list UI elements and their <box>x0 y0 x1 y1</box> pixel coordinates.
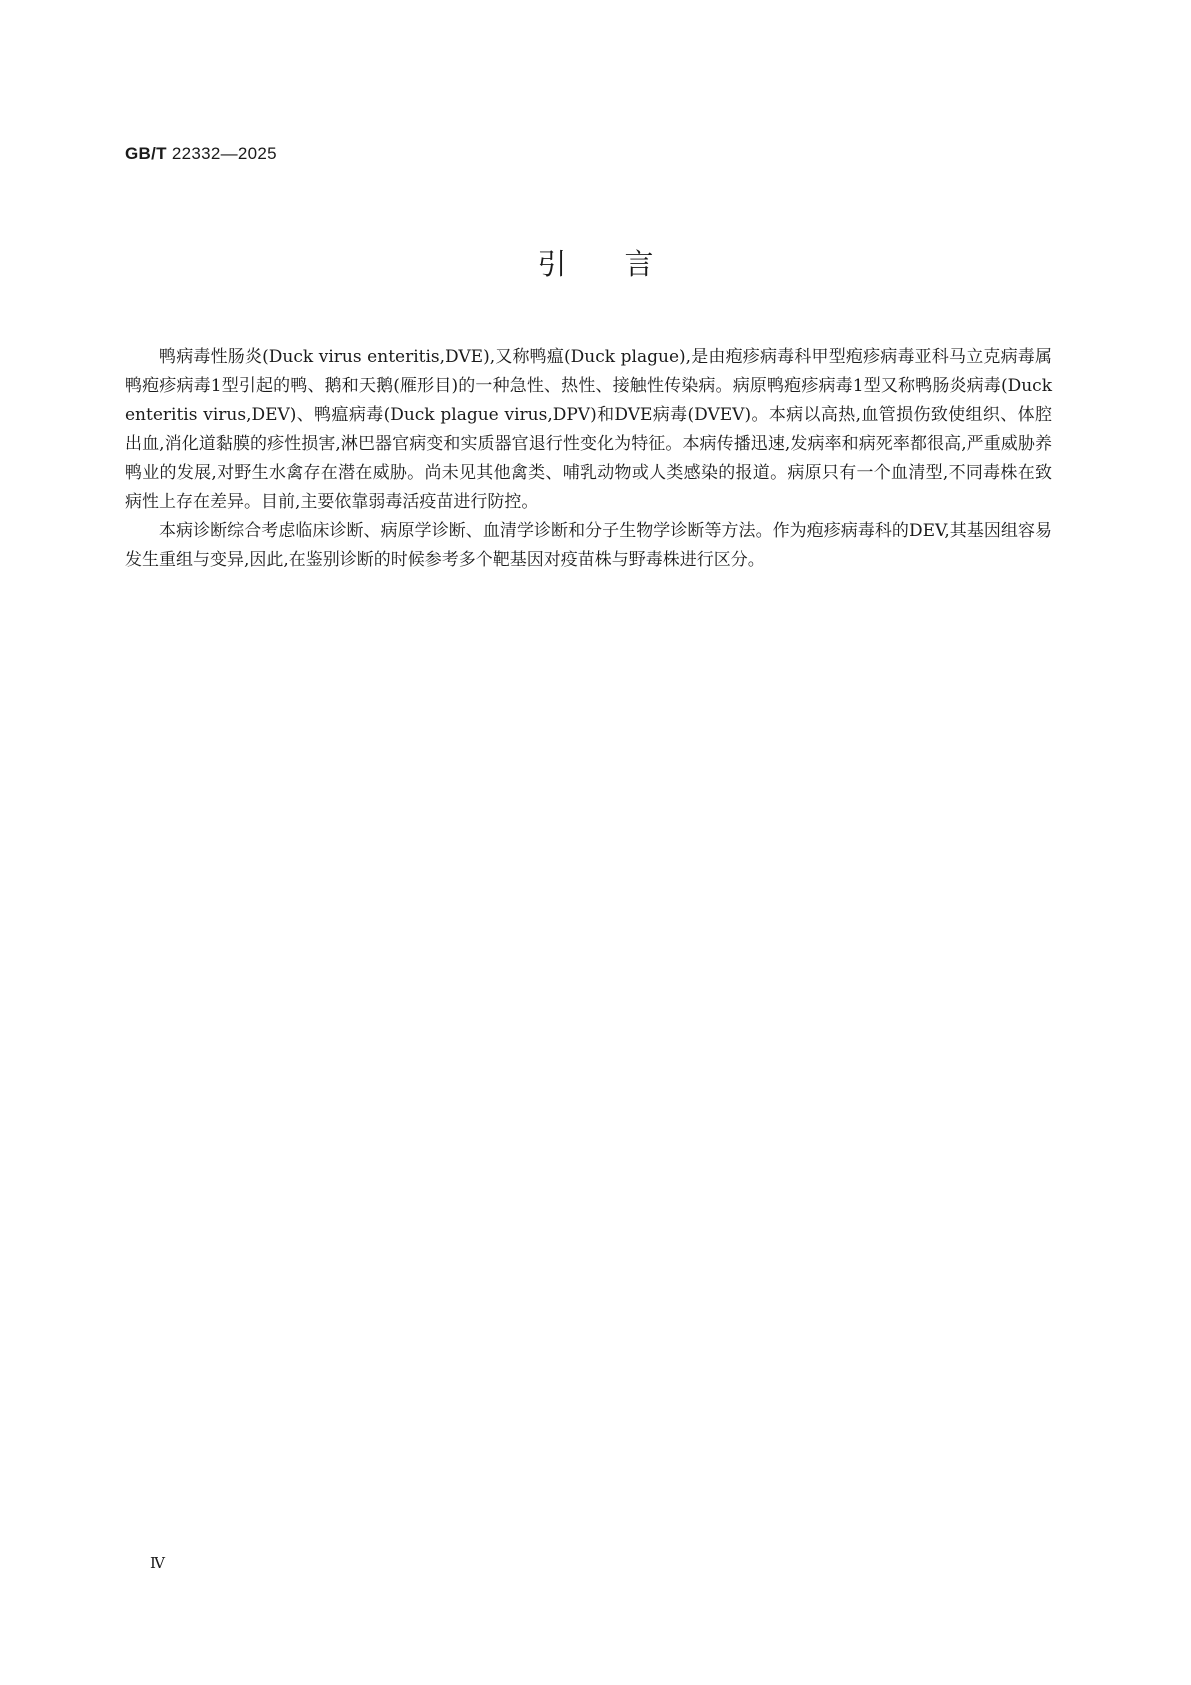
page-number: Ⅳ <box>150 1554 165 1572</box>
introduction-body <box>125 343 1052 575</box>
standard-number-header <box>125 144 277 164</box>
standard-prefix: GB/T <box>125 144 167 163</box>
section-title: 引言 <box>537 247 712 281</box>
paragraph: 本病诊断综合考虑临床诊断、病原学诊断、血清学诊断和分子生物学诊断等方法。作为疱疹病毒科的DEV,其基因组容易发生重组与变异,因此,在鉴别诊断的时候参考多个靶基因对疫苗株与野毒株进行区分。 <box>125 521 1052 570</box>
paragraph: 鸭病毒性肠炎(Duck virus enteritis,DVE),又称鸭瘟(Duck plague),是由疱疹病毒科甲型疱疹病毒亚科马立克病毒属鸭疱疹病毒1型引起的鸭、鹅和天鹅(雁形目)的一种急性、热性、接触性传染病。病原鸭疱疹病毒1型又称鸭肠炎病毒(Duck enteritis virus,DEV)、鸭瘟病毒(Duck plague virus,DPV)和DVE病毒(DVEV)。本病以高热,血管损伤致使组织、体腔出血,消化道黏膜的疹性损害,淋巴器官病变和实质器官退行性变化为特征。本病传播迅速,发病率和病死率都很高,严重威胁养鸭业的发展,对野生水禽存在潜在威胁。尚未见其他禽类、哺乳动物或人类感染的报道。病原只有一个血清型,不同毒株在致病性上存在差异。目前,主要依靠弱毒活疫苗进行防控。 <box>125 347 1052 512</box>
standard-number: 22332—2025 <box>166 144 277 163</box>
